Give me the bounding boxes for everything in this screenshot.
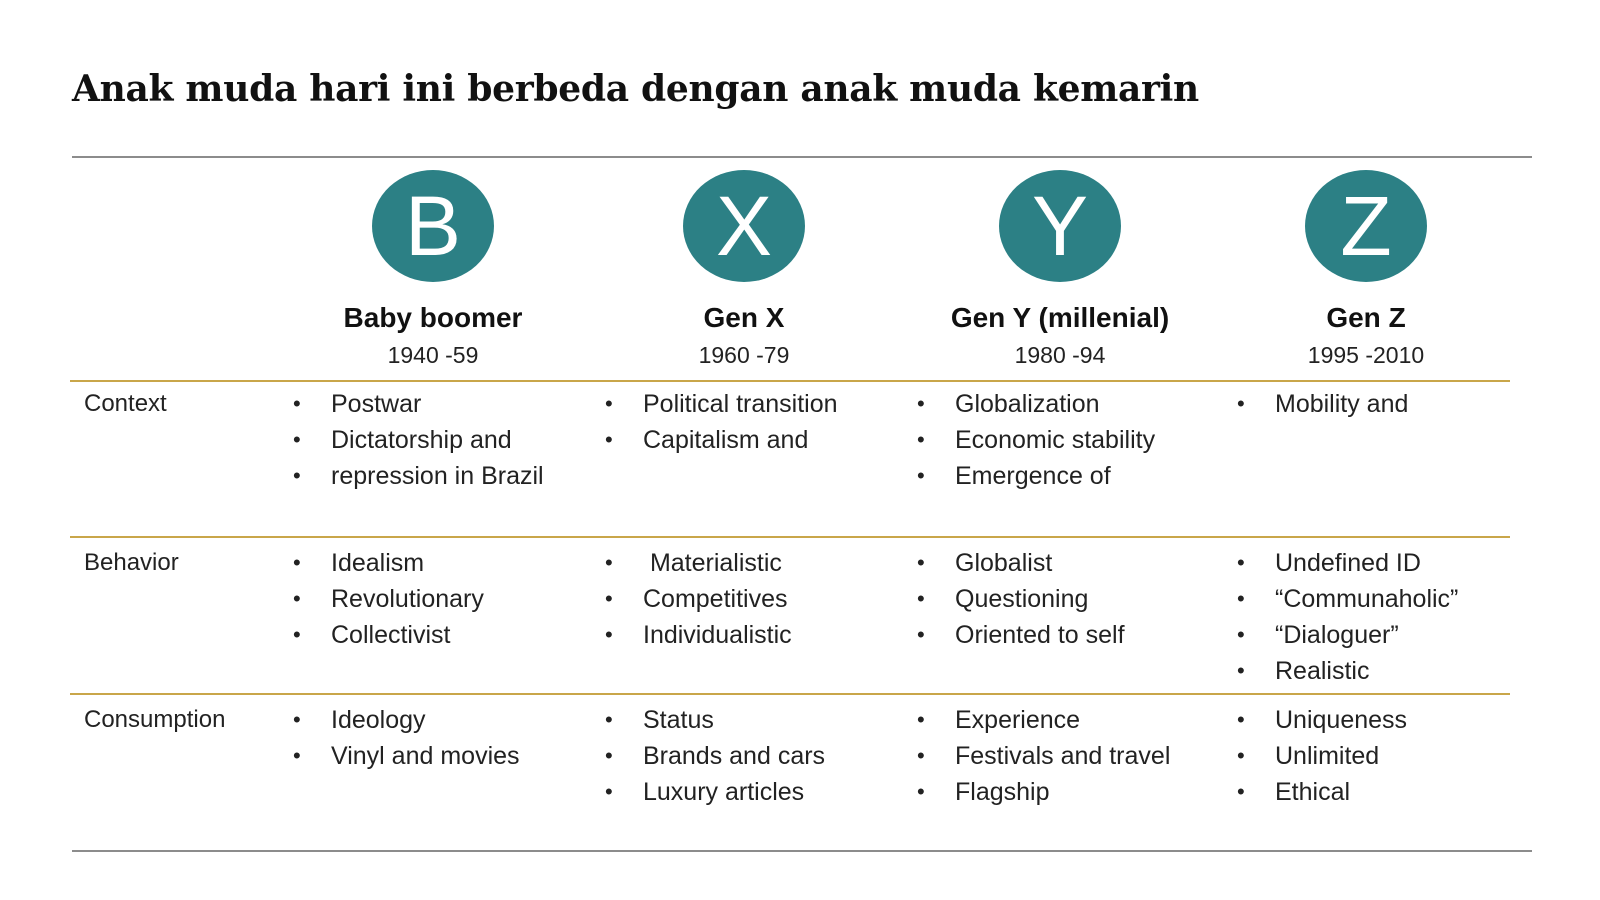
- generation-years: 1995 -2010: [1307, 342, 1425, 368]
- list-item: • Dictatorship and: [293, 422, 544, 458]
- list-item: • Realistic: [1237, 653, 1458, 689]
- context-boomer-list: [293, 386, 544, 494]
- list-item: • Political transition: [605, 386, 838, 422]
- list-item-continuation: repression in Brazil: [331, 462, 544, 490]
- consumption-gen-x-list: [605, 702, 825, 810]
- list-item: • Oriented to self: [917, 617, 1125, 653]
- row-divider: [70, 380, 1510, 382]
- list-item: [293, 458, 544, 494]
- generation-badge: X: [683, 170, 805, 282]
- list-item: • Undefined ID: [1237, 545, 1458, 581]
- list-item: • Revolutionary: [293, 581, 484, 617]
- list-item: • Collectivist: [293, 617, 484, 653]
- generation-column-gen-z: [1216, 170, 1516, 369]
- row-divider: [70, 536, 1510, 538]
- behavior-gen-y-list: [917, 545, 1125, 653]
- generation-name: Gen Y (millenial): [950, 302, 1170, 333]
- generation-years: 1940 -59: [387, 342, 479, 368]
- row-divider: [70, 693, 1510, 695]
- behavior-gen-z-list: [1237, 545, 1458, 689]
- list-item: • Materialistic: [605, 545, 792, 581]
- list-item: • Brands and cars: [605, 738, 825, 774]
- list-item: • Unlimited: [1237, 738, 1407, 774]
- list-item: • “Communaholic”: [1237, 581, 1458, 617]
- generation-name: Baby boomer: [343, 302, 523, 333]
- list-item: • Ethical: [1237, 774, 1407, 810]
- context-gen-z-list: [1237, 386, 1408, 422]
- generation-years: 1960 -79: [698, 342, 790, 368]
- list-item: • Mobility and: [1237, 386, 1408, 422]
- generation-name: Gen Z: [1326, 302, 1406, 333]
- list-item: • Individualistic: [605, 617, 792, 653]
- generation-badge: Y: [999, 170, 1121, 282]
- top-divider: [72, 156, 1532, 158]
- list-item: • Questioning: [917, 581, 1125, 617]
- list-item: • Competitives: [605, 581, 792, 617]
- list-item: • Vinyl and movies: [293, 738, 520, 774]
- list-item: • Ideology: [293, 702, 520, 738]
- list-item: • Economic stability: [917, 422, 1155, 458]
- list-item: • Luxury articles: [605, 774, 825, 810]
- consumption-gen-y-list: [917, 702, 1170, 810]
- list-item: • Uniqueness: [1237, 702, 1407, 738]
- row-label-consumption: Consumption: [84, 706, 226, 733]
- context-gen-x-list: [605, 386, 838, 458]
- list-item: • Postwar: [293, 386, 544, 422]
- generation-badge: B: [372, 170, 494, 282]
- list-item: • Festivals and travel: [917, 738, 1170, 774]
- consumption-gen-z-list: [1237, 702, 1407, 810]
- list-item: • Flagship: [917, 774, 1170, 810]
- generation-years: 1980 -94: [1014, 342, 1106, 368]
- list-item: • Idealism: [293, 545, 484, 581]
- row-label-behavior: Behavior: [84, 549, 179, 576]
- list-item: • Capitalism and: [605, 422, 838, 458]
- list-item: • Experience: [917, 702, 1170, 738]
- generation-column-gen-y: [910, 170, 1210, 369]
- generation-column-boomer: [283, 170, 583, 369]
- slide-title: Anak muda hari ini berbeda dengan anak muda kemarin: [72, 68, 1199, 110]
- list-item: • Globalization: [917, 386, 1155, 422]
- bottom-divider: [72, 850, 1532, 852]
- consumption-boomer-list: [293, 702, 520, 774]
- list-item: • Status: [605, 702, 825, 738]
- row-label-context: Context: [84, 390, 167, 417]
- generation-column-gen-x: [594, 170, 894, 369]
- behavior-gen-x-list: [605, 545, 792, 653]
- generation-badge: Z: [1305, 170, 1427, 282]
- list-item: • Emergence of: [917, 458, 1155, 494]
- list-item: • “Dialoguer”: [1237, 617, 1458, 653]
- context-gen-y-list: [917, 386, 1155, 494]
- behavior-boomer-list: [293, 545, 484, 653]
- list-item: • Globalist: [917, 545, 1125, 581]
- generation-name: Gen X: [703, 302, 785, 333]
